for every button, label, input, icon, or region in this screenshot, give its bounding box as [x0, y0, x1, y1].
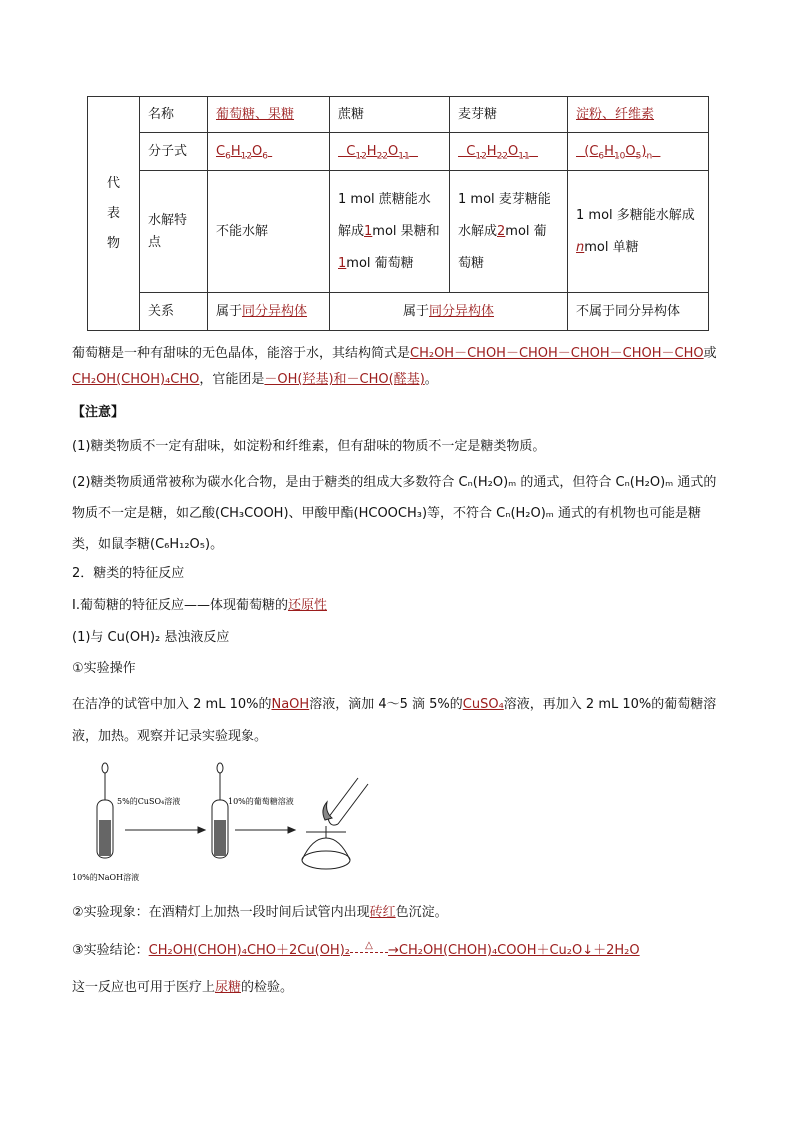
hydrolysis-starch: 1 mol 多糖能水解成nmol 单糖	[568, 171, 709, 293]
hydrolysis-glucose: 不能水解	[208, 171, 330, 293]
operation-text: 在洁净的试管中加入 2 mL 10%的NaOH溶液，滴加 4～5 滴 5%的CuSO₄溶液，再加入 2 mL 10%的葡萄糖溶液，加热。观察并记录实验现象。	[72, 697, 717, 744]
subsection-1-1: (1)与 Cu(OH)₂ 悬浊液反应	[72, 630, 230, 645]
formula-glucose: $C_6H_{12}O_6$	[208, 133, 330, 171]
figure-label-glucose: 10%的葡萄糖溶液	[228, 797, 294, 806]
subsection-1: Ⅰ.葡萄糖的特征反应——体现葡萄糖的还原性	[72, 598, 327, 613]
formula-maltose: $C_{12}H_{22}O_{11}$	[450, 133, 568, 171]
row-formula-label: 分子式	[140, 133, 208, 171]
note-1: (1)糖类物质不一定有甜味，如淀粉和纤维素，但有甜味的物质不一定是糖类物质。	[72, 439, 546, 454]
formula-sucrose: $C_{12}H_{22}O_{11}$	[330, 133, 450, 171]
row-hydrolysis-label: 水解特点	[140, 171, 208, 293]
formula-starch: $(C_6H_{10}O_5)_n$	[568, 133, 709, 171]
name-sucrose: 蔗糖	[330, 97, 450, 133]
relation-poly: 不属于同分异构体	[568, 293, 709, 331]
name-starch: 淀粉、纤维素	[568, 97, 709, 133]
name-maltose: 麦芽糖	[450, 97, 568, 133]
figure-label-cuso4: 5%的CuSO₄溶液	[117, 797, 181, 806]
glucose-paragraph: 葡萄糖是一种有甜味的无色晶体，能溶于水，其结构简式是CH₂OH－CHOH－CHOH－CHOH－CHOH－CHO或CH₂OH(CHOH)₄CHO，官能团是－OH(羟基)和－CHO(醛基)。	[72, 346, 717, 387]
note-title: 【注意】	[72, 405, 125, 420]
note-2: (2)糖类物质通常被称为碳水化合物，是由于糖类的组成大多数符合 Cₙ(H₂O)ₘ 的通式，但符合 Cₙ(H₂O)ₘ 通式的物质不一定是糖，如乙酸(CH₃COOH)、甲酸甲酯(HCOOCH₃)等，不符合 Cₙ(H₂O)ₘ 通式的有机物也可能是糖类，如鼠李糖(C₆H₁₂O₅)。	[72, 475, 717, 552]
conclusion: ③实验结论：CH₂OH(CHOH)₄CHO＋2Cu(OH)₂ △ →CH₂OH(CHOH)₄COOH＋Cu₂O↓＋2H₂O	[72, 940, 640, 958]
figure-label-naoh: 10%的NaOH溶液	[72, 873, 140, 882]
phenomenon: ②实验现象：在酒精灯上加热一段时间后试管内出现砖红色沉淀。	[72, 905, 448, 920]
experiment-figure	[72, 760, 380, 885]
row-name-label: 名称	[140, 97, 208, 133]
operation-title: ①实验操作	[72, 661, 136, 676]
relation-di: 属于同分异构体	[330, 293, 568, 331]
sugar-table	[87, 96, 709, 331]
section-2-heading: 2．糖类的特征反应	[72, 566, 185, 581]
row-relation-label: 关系	[140, 293, 208, 331]
usage: 这一反应也可用于医疗上尿糖的检验。	[72, 980, 294, 995]
hydrolysis-maltose: 1 mol 麦芽糖能水解成2mol 葡萄糖	[450, 171, 568, 293]
name-glucose: 葡萄糖、果糖	[208, 97, 330, 133]
hydrolysis-sucrose: 1 mol 蔗糖能水解成1mol 果糖和1mol 葡萄糖	[330, 171, 450, 293]
relation-mono: 属于同分异构体	[208, 293, 330, 331]
side-label: 代 表 物	[88, 97, 140, 331]
